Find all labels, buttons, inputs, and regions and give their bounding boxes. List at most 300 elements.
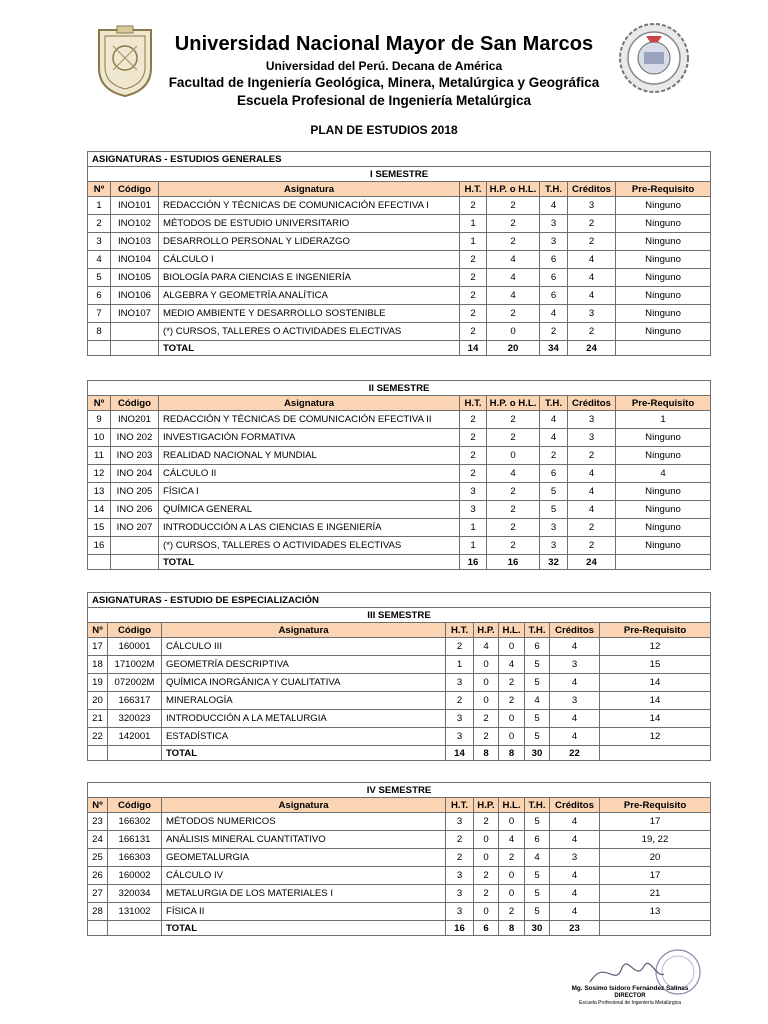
course-cr: 4 — [550, 710, 600, 728]
course-hp: 0 — [474, 831, 499, 849]
course-n: 28 — [88, 903, 108, 921]
course-cr: 2 — [568, 537, 616, 555]
school-name: Escuela Profesional de Ingeniería Metalúrgica — [236, 93, 532, 108]
course-pre: Ninguno — [616, 429, 711, 447]
column-header: Nº — [88, 396, 111, 411]
course-name: ALGEBRA Y GEOMETRÍA ANALÍTICA — [159, 287, 460, 305]
semester-title: IV SEMESTRE — [88, 783, 711, 798]
course-hl: 2 — [499, 903, 525, 921]
course-n: 1 — [88, 197, 111, 215]
course-name: GEOMETALURGIA — [162, 849, 446, 867]
course-row — [88, 867, 711, 885]
course-name: INTRODUCCIÓN A LAS CIENCIAS E INGENIERÍA — [159, 519, 460, 537]
course-name: CÁLCULO II — [159, 465, 460, 483]
course-ht: 3 — [446, 728, 474, 746]
course-row — [88, 903, 711, 921]
column-header: H.T. — [446, 623, 474, 638]
course-code: 166302 — [108, 813, 162, 831]
course-pre: Ninguno — [616, 269, 711, 287]
course-name: CÁLCULO III — [162, 638, 446, 656]
column-header: H.T. — [446, 798, 474, 813]
course-th: 5 — [540, 501, 568, 519]
course-ht: 3 — [460, 501, 487, 519]
course-th: 3 — [540, 233, 568, 251]
course-code: INO101 — [111, 197, 159, 215]
column-header: H.P. o H.L. — [487, 182, 540, 197]
university-name: Universidad Nacional Mayor de San Marcos — [174, 33, 594, 55]
course-th: 5 — [525, 710, 550, 728]
column-header: Código — [108, 798, 162, 813]
column-header: H.T. — [460, 182, 487, 197]
course-name: (*) CURSOS, TALLERES O ACTIVIDADES ELECTIVAS — [159, 537, 460, 555]
course-pre: Ninguno — [616, 501, 711, 519]
course-pre: 13 — [600, 903, 711, 921]
course-ht: 3 — [446, 903, 474, 921]
course-row — [88, 674, 711, 692]
column-header: Código — [111, 396, 159, 411]
course-name: FÍSICA I — [159, 483, 460, 501]
column-header: Asignatura — [159, 182, 460, 197]
course-row — [88, 411, 711, 429]
course-name: METALURGIA DE LOS MATERIALES I — [162, 885, 446, 903]
total-hp: 6 — [474, 921, 499, 936]
column-header: T.H. — [525, 798, 550, 813]
course-ht: 2 — [460, 411, 487, 429]
course-name: REDACCIÓN Y TÉCNICAS DE COMUNICACIÓN EFECTIVA II — [159, 411, 460, 429]
course-row — [88, 537, 711, 555]
course-hp: 2 — [487, 305, 540, 323]
course-n: 17 — [88, 638, 108, 656]
course-cr: 2 — [568, 233, 616, 251]
course-name: REDACCIÓN Y TÉCNICAS DE COMUNICACIÓN EFECTIVA I — [159, 197, 460, 215]
course-n: 24 — [88, 831, 108, 849]
course-th: 2 — [540, 447, 568, 465]
course-row — [88, 885, 711, 903]
course-cr: 4 — [568, 483, 616, 501]
course-cr: 4 — [550, 867, 600, 885]
course-ht: 2 — [446, 692, 474, 710]
course-pre: 15 — [600, 656, 711, 674]
course-row — [88, 849, 711, 867]
semester-2-table — [87, 380, 711, 570]
course-pre: 14 — [600, 710, 711, 728]
course-pre: Ninguno — [616, 519, 711, 537]
column-header: Pre-Requisito — [600, 798, 711, 813]
course-th: 5 — [525, 656, 550, 674]
course-cr: 4 — [550, 813, 600, 831]
course-hp: 4 — [487, 269, 540, 287]
course-pre: 20 — [600, 849, 711, 867]
course-n: 22 — [88, 728, 108, 746]
course-pre: Ninguno — [616, 537, 711, 555]
course-ht: 1 — [460, 233, 487, 251]
course-ht: 2 — [446, 831, 474, 849]
course-th: 6 — [540, 465, 568, 483]
course-cr: 4 — [550, 885, 600, 903]
course-n: 26 — [88, 867, 108, 885]
column-header-row — [88, 798, 711, 813]
course-cr: 3 — [568, 305, 616, 323]
column-header: Nº — [88, 182, 111, 197]
course-hp: 0 — [474, 903, 499, 921]
course-ht: 3 — [446, 885, 474, 903]
total-ht: 16 — [446, 921, 474, 936]
course-cr: 3 — [550, 849, 600, 867]
course-hl: 0 — [499, 638, 525, 656]
course-name: INTRODUCCIÓN A LA METALURGIA — [162, 710, 446, 728]
course-n: 23 — [88, 813, 108, 831]
course-name: ESTADÍSTICA — [162, 728, 446, 746]
course-pre: 17 — [600, 867, 711, 885]
course-n: 21 — [88, 710, 108, 728]
course-n: 4 — [88, 251, 111, 269]
course-row — [88, 519, 711, 537]
course-hl: 2 — [499, 849, 525, 867]
total-row — [88, 921, 711, 936]
course-ht: 3 — [446, 867, 474, 885]
course-n: 11 — [88, 447, 111, 465]
course-code: INO102 — [111, 215, 159, 233]
course-pre: 17 — [600, 813, 711, 831]
course-code — [111, 323, 159, 341]
course-n: 2 — [88, 215, 111, 233]
column-header: Créditos — [568, 396, 616, 411]
total-blank — [88, 555, 111, 570]
course-name: BIOLOGÍA PARA CIENCIAS E INGENIERÍA — [159, 269, 460, 287]
course-ht: 2 — [446, 849, 474, 867]
semester-title: II SEMESTRE — [88, 381, 711, 396]
total-row — [88, 555, 711, 570]
course-th: 4 — [525, 849, 550, 867]
column-header: T.H. — [540, 182, 568, 197]
column-header: Código — [108, 623, 162, 638]
course-n: 15 — [88, 519, 111, 537]
course-cr: 4 — [568, 269, 616, 287]
course-pre: Ninguno — [616, 483, 711, 501]
course-cr: 4 — [550, 728, 600, 746]
course-code: 160002 — [108, 867, 162, 885]
course-row — [88, 710, 711, 728]
column-header: H.P. — [474, 798, 499, 813]
column-header: Asignatura — [162, 798, 446, 813]
course-name: QUÍMICA GENERAL — [159, 501, 460, 519]
course-ht: 2 — [460, 323, 487, 341]
course-hp: 2 — [487, 197, 540, 215]
course-row — [88, 447, 711, 465]
semester-title: III SEMESTRE — [88, 608, 711, 623]
total-cr: 24 — [568, 341, 616, 356]
course-row — [88, 831, 711, 849]
course-name: REALIDAD NACIONAL Y MUNDIAL — [159, 447, 460, 465]
course-th: 5 — [525, 903, 550, 921]
total-cr: 23 — [550, 921, 600, 936]
course-row — [88, 197, 711, 215]
course-ht: 2 — [460, 269, 487, 287]
course-n: 6 — [88, 287, 111, 305]
course-hl: 0 — [499, 867, 525, 885]
course-row — [88, 233, 711, 251]
course-code: 166317 — [108, 692, 162, 710]
course-pre: 21 — [600, 885, 711, 903]
total-label: TOTAL — [162, 746, 446, 761]
course-pre: 14 — [600, 674, 711, 692]
column-header: T.H. — [525, 623, 550, 638]
course-code: INO104 — [111, 251, 159, 269]
total-th: 34 — [540, 341, 568, 356]
course-hp: 0 — [474, 849, 499, 867]
course-n: 3 — [88, 233, 111, 251]
column-header-row — [88, 396, 711, 411]
course-code — [111, 537, 159, 555]
course-ht: 2 — [460, 465, 487, 483]
course-ht: 1 — [446, 656, 474, 674]
course-th: 3 — [540, 215, 568, 233]
course-cr: 4 — [568, 465, 616, 483]
course-cr: 2 — [568, 447, 616, 465]
course-name: MÉTODOS DE ESTUDIO UNIVERSITARIO — [159, 215, 460, 233]
column-header: Pre-Requisito — [616, 396, 711, 411]
total-blank — [88, 746, 108, 761]
course-name: FÍSICA II — [162, 903, 446, 921]
faculty-name: Facultad de Ingeniería Geológica, Minera, Metalúrgica y Geográfica — [168, 75, 600, 90]
course-ht: 2 — [460, 305, 487, 323]
course-hp: 4 — [487, 287, 540, 305]
course-n: 8 — [88, 323, 111, 341]
course-pre: 1 — [616, 411, 711, 429]
column-header: Créditos — [550, 623, 600, 638]
course-code: INO105 — [111, 269, 159, 287]
course-n: 10 — [88, 429, 111, 447]
course-th: 4 — [540, 305, 568, 323]
course-row — [88, 638, 711, 656]
course-code: INO107 — [111, 305, 159, 323]
column-header: Créditos — [568, 182, 616, 197]
course-th: 2 — [540, 323, 568, 341]
course-code: INO106 — [111, 287, 159, 305]
course-hl: 0 — [499, 728, 525, 746]
course-n: 7 — [88, 305, 111, 323]
course-hp: 0 — [474, 692, 499, 710]
course-n: 5 — [88, 269, 111, 287]
course-hp: 2 — [474, 867, 499, 885]
column-header: H.T. — [460, 396, 487, 411]
course-th: 5 — [540, 483, 568, 501]
total-label: TOTAL — [159, 555, 460, 570]
total-blank — [88, 921, 108, 936]
course-th: 4 — [525, 692, 550, 710]
course-n: 12 — [88, 465, 111, 483]
course-hl: 2 — [499, 692, 525, 710]
course-cr: 2 — [568, 215, 616, 233]
course-cr: 4 — [550, 903, 600, 921]
column-header: H.L. — [499, 623, 525, 638]
course-cr: 4 — [568, 251, 616, 269]
column-header: Créditos — [550, 798, 600, 813]
course-hl: 2 — [499, 674, 525, 692]
total-row — [88, 746, 711, 761]
course-hl: 0 — [499, 710, 525, 728]
course-row — [88, 465, 711, 483]
course-ht: 2 — [460, 429, 487, 447]
course-hp: 2 — [487, 411, 540, 429]
course-code: INO 207 — [111, 519, 159, 537]
course-code: INO 205 — [111, 483, 159, 501]
course-name: GEOMETRÍA DESCRIPTIVA — [162, 656, 446, 674]
total-th: 32 — [540, 555, 568, 570]
course-hp: 2 — [487, 429, 540, 447]
course-hp: 0 — [487, 447, 540, 465]
column-header: Nº — [88, 798, 108, 813]
course-n: 20 — [88, 692, 108, 710]
course-th: 6 — [540, 251, 568, 269]
course-ht: 2 — [460, 447, 487, 465]
course-ht: 3 — [446, 710, 474, 728]
course-cr: 3 — [568, 197, 616, 215]
course-pre: Ninguno — [616, 323, 711, 341]
course-cr: 4 — [550, 831, 600, 849]
director-name: Mg. Sosimo Isidoro Fernández Salinas — [571, 985, 689, 992]
total-hl: 8 — [499, 921, 525, 936]
course-hp: 2 — [487, 501, 540, 519]
course-ht: 1 — [460, 215, 487, 233]
total-blank — [616, 555, 711, 570]
course-th: 4 — [540, 429, 568, 447]
column-header: H.P. — [474, 623, 499, 638]
total-ht: 14 — [446, 746, 474, 761]
column-header-row — [88, 623, 711, 638]
course-pre: 12 — [600, 728, 711, 746]
course-th: 5 — [525, 867, 550, 885]
course-name: QUÍMICA INORGÁNICA Y CUALITATIVA — [162, 674, 446, 692]
course-code: INO 203 — [111, 447, 159, 465]
course-hp: 0 — [487, 323, 540, 341]
section-title: ASIGNATURAS - ESTUDIOS GENERALES — [88, 152, 711, 167]
total-hp: 20 — [487, 341, 540, 356]
column-header: Asignatura — [159, 396, 460, 411]
director-school: Escuela Profesional de Ingeniería Metalúrgica — [578, 1000, 681, 1006]
course-hp: 2 — [474, 710, 499, 728]
course-pre: Ninguno — [616, 233, 711, 251]
course-code: 166303 — [108, 849, 162, 867]
course-row — [88, 813, 711, 831]
course-code: INO201 — [111, 411, 159, 429]
course-th: 6 — [525, 831, 550, 849]
course-code: 320034 — [108, 885, 162, 903]
course-hp: 2 — [487, 233, 540, 251]
course-row — [88, 287, 711, 305]
column-header: Pre-Requisito — [616, 182, 711, 197]
course-code: INO 204 — [111, 465, 159, 483]
course-name: ANÁLISIS MINERAL CUANTITATIVO — [162, 831, 446, 849]
course-row — [88, 429, 711, 447]
course-code: 166131 — [108, 831, 162, 849]
course-ht: 2 — [460, 251, 487, 269]
course-row — [88, 215, 711, 233]
column-header: Código — [111, 182, 159, 197]
course-cr: 4 — [568, 287, 616, 305]
total-blank — [616, 341, 711, 356]
course-name: CÁLCULO I — [159, 251, 460, 269]
course-th: 5 — [525, 728, 550, 746]
total-th: 30 — [525, 921, 550, 936]
course-n: 18 — [88, 656, 108, 674]
total-hp: 8 — [474, 746, 499, 761]
course-th: 4 — [540, 411, 568, 429]
course-code: 131002 — [108, 903, 162, 921]
total-blank — [108, 921, 162, 936]
course-cr: 2 — [568, 519, 616, 537]
total-hp: 16 — [487, 555, 540, 570]
total-hl: 8 — [499, 746, 525, 761]
course-pre: Ninguno — [616, 215, 711, 233]
course-hp: 0 — [474, 656, 499, 674]
course-th: 3 — [540, 519, 568, 537]
course-code: INO 206 — [111, 501, 159, 519]
total-blank — [111, 555, 159, 570]
plan-title: PLAN DE ESTUDIOS 2018 — [310, 123, 458, 137]
course-cr: 4 — [550, 638, 600, 656]
course-hp: 4 — [487, 251, 540, 269]
course-th: 6 — [525, 638, 550, 656]
total-label: TOTAL — [162, 921, 446, 936]
director-signature-stamp — [560, 948, 710, 1018]
total-blank — [108, 746, 162, 761]
course-pre: 14 — [600, 692, 711, 710]
course-hp: 2 — [487, 483, 540, 501]
total-th: 30 — [525, 746, 550, 761]
course-ht: 2 — [460, 197, 487, 215]
semester-title: I SEMESTRE — [88, 167, 711, 182]
course-n: 27 — [88, 885, 108, 903]
course-cr: 3 — [550, 692, 600, 710]
column-header-row — [88, 182, 711, 197]
course-th: 6 — [540, 269, 568, 287]
course-cr: 2 — [568, 323, 616, 341]
course-ht: 2 — [460, 287, 487, 305]
column-header: Asignatura — [162, 623, 446, 638]
total-label: TOTAL — [159, 341, 460, 356]
course-row — [88, 305, 711, 323]
course-n: 13 — [88, 483, 111, 501]
course-hp: 2 — [487, 537, 540, 555]
course-hl: 4 — [499, 831, 525, 849]
course-th: 5 — [525, 674, 550, 692]
column-header: Pre-Requisito — [600, 623, 711, 638]
course-th: 6 — [540, 287, 568, 305]
course-pre: 4 — [616, 465, 711, 483]
semester-4-table — [87, 782, 711, 936]
course-hl: 0 — [499, 813, 525, 831]
course-ht: 1 — [460, 537, 487, 555]
course-pre: 12 — [600, 638, 711, 656]
column-header: H.P. o H.L. — [487, 396, 540, 411]
course-code: 142001 — [108, 728, 162, 746]
course-ht: 2 — [446, 638, 474, 656]
column-header: Nº — [88, 623, 108, 638]
document-header — [0, 0, 768, 137]
course-code: 160001 — [108, 638, 162, 656]
course-row — [88, 728, 711, 746]
course-name: (*) CURSOS, TALLERES O ACTIVIDADES ELECTIVAS — [159, 323, 460, 341]
section-title: ASIGNATURAS - ESTUDIO DE ESPECIALIZACIÓN — [88, 593, 711, 608]
course-name: INVESTIGACIÓN FORMATIVA — [159, 429, 460, 447]
course-cr: 3 — [568, 411, 616, 429]
course-row — [88, 692, 711, 710]
total-blank — [88, 341, 111, 356]
course-hp: 2 — [474, 728, 499, 746]
course-n: 9 — [88, 411, 111, 429]
course-hp: 0 — [474, 674, 499, 692]
